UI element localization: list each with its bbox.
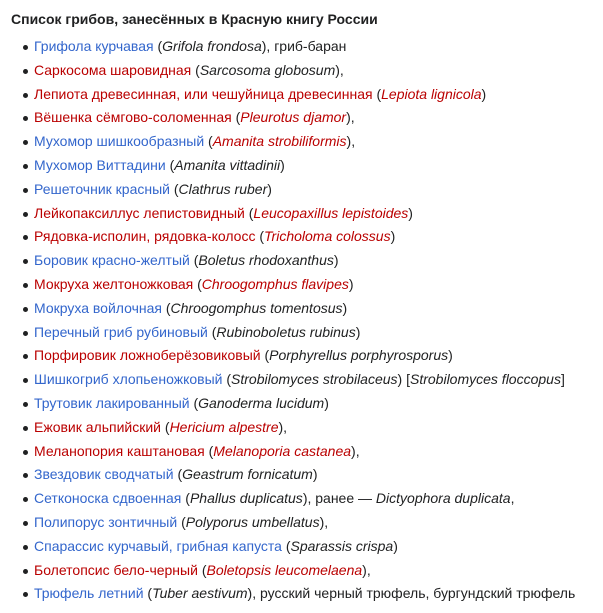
bullet-icon [23, 188, 28, 193]
punctuation: ( [169, 180, 179, 197]
punctuation: ( [204, 133, 213, 150]
punctuation: ( [189, 394, 199, 411]
item-suffix: ), русский черный трюфель, бургундский трюфель [247, 585, 576, 602]
article-link[interactable]: Мокруха войлочная [34, 299, 162, 316]
latin-name: Geastrum fornicatum [182, 466, 313, 483]
item-suffix: ), [278, 418, 288, 435]
list-item [23, 370, 603, 394]
punctuation: ( [222, 371, 232, 388]
punctuation: ( [372, 85, 382, 102]
bullet-icon [23, 450, 28, 455]
punctuation: ( [143, 585, 153, 602]
list-item [23, 537, 603, 561]
article-link[interactable]: Звездовик сводчатый [34, 466, 174, 483]
article-link[interactable]: Шишкогриб хлопьеножковый [34, 371, 223, 388]
item-suffix: ) [267, 180, 272, 197]
missing-article-link[interactable]: Порфировик ложноберёзовиковый [34, 347, 261, 364]
punctuation: ( [244, 204, 254, 221]
bullet-icon [23, 331, 28, 336]
bullet-icon [23, 378, 28, 383]
missing-article-link[interactable]: Саркосома шаровидная [34, 61, 192, 78]
bullet-icon [23, 307, 28, 312]
latin-name: Amanita vittadinii [174, 156, 281, 173]
punctuation: ( [231, 109, 241, 126]
bullet-icon [23, 45, 28, 50]
bullet-icon [23, 426, 28, 431]
list-item [23, 180, 603, 204]
missing-article-link[interactable]: Мокруха желтоножковая [34, 275, 194, 292]
latin-name: Phallus duplicatus [189, 490, 303, 507]
item-suffix: ), [335, 61, 344, 78]
missing-article-link[interactable]: Лейкопаксиллус лепистовидный [34, 204, 245, 221]
list-item [23, 489, 603, 513]
latin-name: Strobilomyces strobilaceus [231, 371, 398, 388]
list-item [23, 513, 603, 537]
list-item [23, 418, 603, 442]
item-suffix: ), [362, 561, 371, 578]
punctuation: ( [173, 466, 183, 483]
article-link[interactable]: Трюфель летний [34, 585, 144, 602]
latin-name: Polyporus umbellatus [185, 513, 320, 530]
item-suffix: ) [324, 394, 329, 411]
article-link[interactable]: Грифола курчавая [34, 38, 154, 54]
latin-name-link[interactable]: Melanoporia castanea [213, 442, 352, 459]
bullet-icon [23, 521, 28, 526]
missing-article-link[interactable]: Ежовик альпийский [34, 418, 161, 435]
item-suffix: ), [319, 513, 329, 530]
list-item [23, 323, 603, 347]
punctuation: ( [153, 38, 163, 54]
punctuation: ( [197, 561, 207, 578]
list-item [23, 108, 603, 132]
punctuation: ( [161, 418, 170, 435]
latin-name-link[interactable]: Chroogomphus flavipes [201, 275, 349, 292]
bullet-icon [23, 212, 28, 217]
list-item [23, 132, 603, 156]
list-item [23, 394, 603, 418]
article-link[interactable]: Перечный гриб рубиновый [34, 323, 208, 340]
latin-name: Tuber aestivum [152, 585, 248, 602]
synonym-latin-name: Dictyophora duplicata [375, 490, 511, 507]
punctuation: ] [560, 371, 565, 388]
list-item [23, 442, 603, 466]
article-link[interactable]: Мухомор шишкообразный [34, 133, 205, 150]
list-item [23, 37, 603, 61]
item-suffix: ), ранее — [302, 490, 376, 507]
missing-article-link[interactable]: Лепиота древесинная, или чешуйница древесинная [34, 85, 373, 102]
bullet-icon [23, 69, 28, 74]
list-item [23, 275, 603, 299]
missing-article-link[interactable]: Меланопория каштановая [34, 442, 205, 459]
punctuation: ( [189, 252, 199, 269]
article-link[interactable]: Трутовик лакированный [34, 394, 190, 411]
item-suffix: ) [280, 156, 285, 173]
punctuation: ( [161, 299, 171, 316]
item-suffix: ) [448, 347, 453, 364]
punctuation: , [510, 490, 515, 507]
bullet-icon [23, 259, 28, 264]
bullet-icon [23, 116, 28, 121]
list-item [23, 299, 603, 323]
item-suffix: ) [312, 466, 318, 483]
list-item [23, 584, 603, 608]
bullet-icon [23, 140, 28, 145]
item-suffix: ) [481, 85, 487, 102]
fungi-list [11, 37, 603, 608]
article-link[interactable]: Полипорус зонтичный [34, 513, 178, 530]
bullet-icon [23, 93, 28, 98]
punctuation: ( [191, 61, 200, 78]
bullet-icon [23, 497, 28, 502]
article-link[interactable]: Мухомор Виттадини [34, 156, 166, 173]
article-link[interactable]: Решеточник красный [34, 180, 170, 197]
bullet-icon [23, 235, 28, 240]
punctuation: ( [207, 323, 217, 340]
latin-name-link[interactable]: Lepiota lignicola [381, 85, 482, 102]
item-suffix: ), [346, 109, 355, 126]
punctuation: ( [193, 275, 202, 292]
list-item [23, 561, 603, 585]
item-suffix: ) [355, 323, 361, 340]
punctuation: ( [165, 156, 175, 173]
item-suffix: ), [346, 133, 356, 150]
item-suffix: ), [351, 442, 360, 459]
list-item [23, 227, 603, 251]
item-suffix: ) [408, 204, 413, 221]
list-item [23, 156, 603, 180]
item-suffix: ), гриб-баран [261, 38, 347, 54]
synonym-latin-name: Strobilomyces floccopus [410, 371, 561, 388]
item-suffix: ) [342, 299, 348, 316]
latin-name: Sparassis crispa [290, 537, 394, 554]
list-item [23, 465, 603, 489]
bullet-icon [23, 569, 28, 574]
list-item [23, 251, 603, 275]
item-suffix: ) [333, 252, 339, 269]
list-item [23, 61, 603, 85]
list-item [23, 346, 603, 370]
bullet-icon [23, 354, 28, 359]
latin-name: Chroogomphus tomentosus [170, 299, 343, 316]
punctuation: ( [181, 490, 190, 507]
list-item [23, 85, 603, 109]
latin-name-link[interactable]: Pleurotus djamor [240, 109, 347, 126]
punctuation: ( [260, 347, 270, 364]
missing-article-link[interactable]: Рядовка-исполин, рядовка-колосс [34, 228, 256, 245]
latin-name: Rubinoboletus rubinus [216, 323, 356, 340]
latin-name: Sarcosoma globosum [199, 61, 336, 78]
item-suffix: ) [390, 228, 396, 245]
latin-name-link[interactable]: Hericium alpestre [169, 418, 279, 435]
latin-name: Ganoderma lucidum [198, 394, 325, 411]
bullet-icon [23, 402, 28, 407]
item-suffix: ) [348, 275, 354, 292]
bullet-icon [23, 164, 28, 169]
punctuation: ( [204, 442, 214, 459]
bullet-icon [23, 283, 28, 288]
latin-name: Grifola frondosa [162, 38, 262, 54]
article-link[interactable]: Боровик красно-желтый [34, 252, 190, 269]
bullet-icon [23, 473, 28, 478]
list-item [23, 204, 603, 228]
latin-name-link[interactable]: Leucopaxillus lepistoides [253, 204, 409, 221]
punctuation: ( [255, 228, 265, 245]
article-link[interactable]: Сетконоска сдвоенная [34, 490, 182, 507]
latin-name: Clathrus ruber [178, 180, 268, 197]
punctuation: ( [281, 537, 291, 554]
latin-name-link[interactable]: Boletopsis leucomelaena [206, 561, 363, 578]
latin-name: Boletus rhodoxanthus [198, 252, 334, 269]
section-heading: Список грибов, занесённых в Красную книгу России [11, 11, 378, 27]
latin-name-link[interactable]: Tricholoma colossus [264, 228, 391, 245]
item-suffix: ) [393, 537, 398, 554]
bullet-icon [23, 545, 28, 550]
latin-name: Porphyrellus porphyrosporus [269, 347, 449, 364]
article-link[interactable]: Спарассис курчавый, грибная капуста [34, 537, 282, 554]
missing-article-link[interactable]: Вёшенка сёмгово-соломенная [34, 109, 232, 126]
latin-name-link[interactable]: Amanita strobiliformis [212, 133, 347, 150]
bullet-icon [23, 592, 28, 597]
missing-article-link[interactable]: Болетопсис бело-черный [34, 561, 198, 578]
item-suffix: ) [ [397, 371, 410, 388]
punctuation: ( [177, 513, 186, 530]
